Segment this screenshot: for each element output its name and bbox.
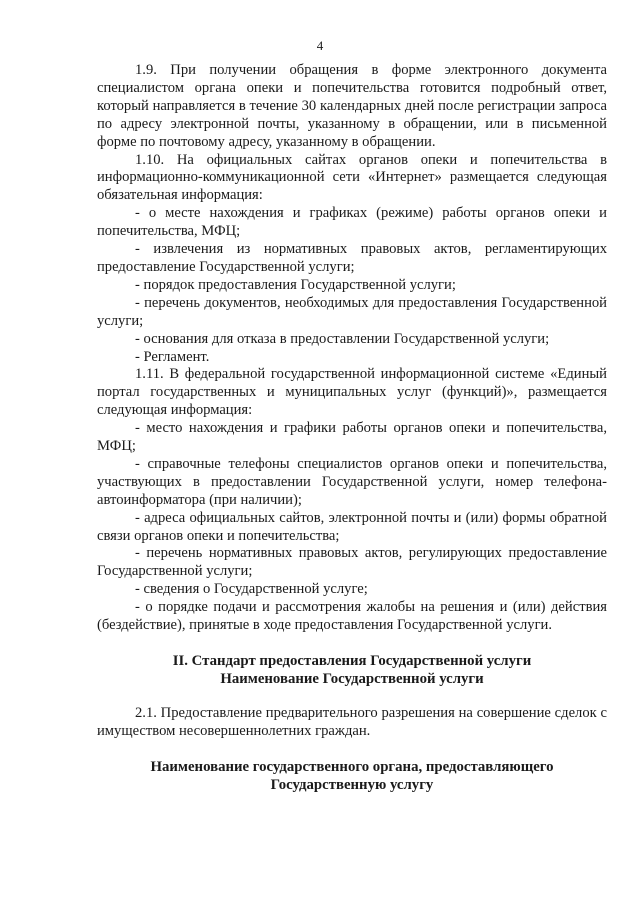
paragraph-1-9: 1.9. При получении обращения в форме электронного документа специалистом органа опеки и попечительства готовится подробный ответ, который направляется в течение 30 календарных дней после регистрации запроса по адресу электронной почты, указанному в обращении, или в письменной форме по почтовому адресу, указанному в обращении. [97,62,607,150]
list-item: - извлечения из нормативных правовых актов, регламентирующих предоставление Государственной услуги; [97,241,607,275]
list-item: - Регламент. [135,348,210,365]
spacer [97,741,607,758]
list-item: - место нахождения и графики работы органов опеки и попечительства, МФЦ; [97,420,607,455]
section-heading-line: II. Стандарт предоставления Государственной услуги [172,653,532,669]
page-number: 4 [316,38,324,53]
section-heading [97,652,607,688]
list-item: - перечень нормативных правовых актов, регулирующих предоставление Государственной услуги; [97,545,607,580]
list-item: - адреса официальных сайтов, электронной почты и (или) формы обратной связи органов опеки и попечительства; [97,509,607,544]
list-item: - основания для отказа в предоставлении Государственной услуги; [135,330,550,347]
paragraph-1-11: 1.11. В федеральной государственной информационной системе «Единый портал государственных и муниципальных услуг (функций)», размещается следующая информация: [97,366,607,419]
paragraph-1-10: 1.10. На официальных сайтах органов опеки и попечительства в информационно-коммуникационной сети «Интернет» размещается следующая обязательная информация: [97,151,607,204]
list-item: - сведения о Государственной услуге; [135,581,368,598]
document-body [97,62,607,794]
list-item: - о порядке подачи и рассмотрения жалобы на решения и (или) действия (бездействие), принятые в ходе предоставления Государственной услуги. [97,599,607,634]
subheading-line: Государственную услугу [270,776,434,793]
subheading-line: Наименование государственного органа, предоставляющего [150,758,554,775]
list-item: - справочные телефоны специалистов органов опеки и попечительства, участвующих в предоставлении Государственной услуги, номер телефона-автоинформатора (при наличии); [97,455,607,508]
subheading [97,758,607,794]
section-heading-line: Наименование Государственной услуги [220,671,484,687]
paragraph-2-1: 2.1. Предоставление предварительного разрешения на совершение сделок с имуществом несовершеннолетних граждан. [97,705,607,739]
list-item: - перечень документов, необходимых для предоставления Государственной услуги; [97,294,607,329]
list-item: - о месте нахождения и графиках (режиме) работы органов опеки и попечительства, МФЦ; [97,205,607,240]
list-item: - порядок предоставления Государственной услуги; [135,276,456,293]
spacer [97,688,607,705]
spacer [97,635,607,652]
